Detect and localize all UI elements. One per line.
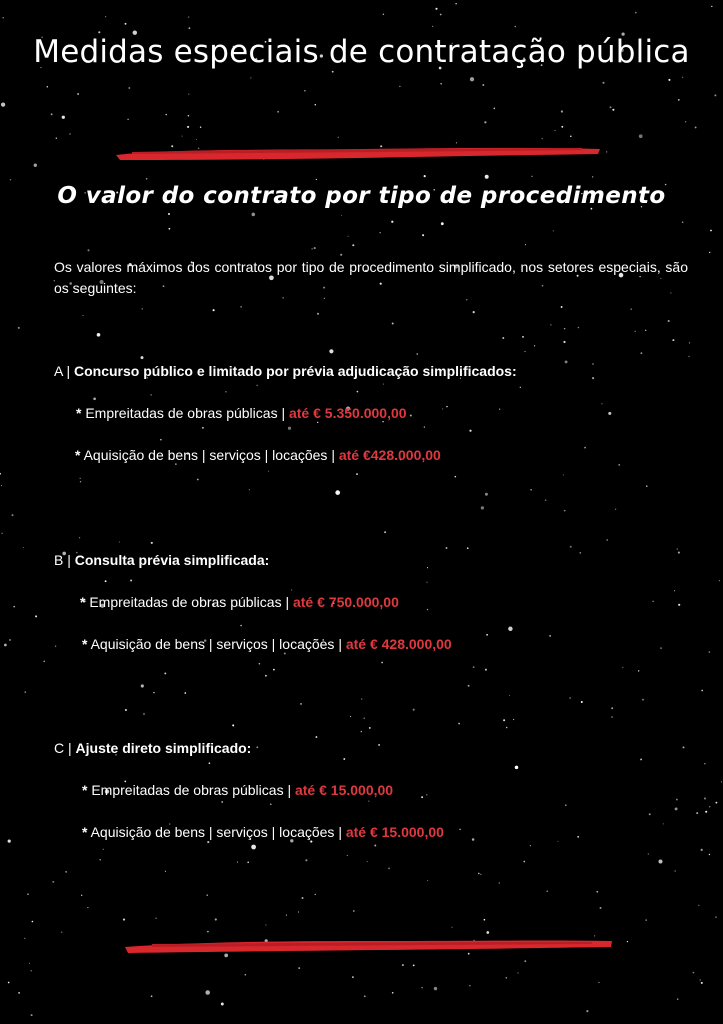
section-b-title: Consulta prévia simplificada: bbox=[74, 552, 270, 568]
item-amount: até € 750.000,00 bbox=[292, 594, 399, 610]
item-amount: até € 15.000,00 bbox=[294, 782, 394, 798]
item-label: Empreitadas de obras públicas | bbox=[85, 405, 286, 421]
item-amount: até € 5.350.000,00 bbox=[288, 405, 407, 421]
bullet-star: * bbox=[82, 824, 88, 840]
bullet-star: * bbox=[80, 594, 86, 610]
section-a-heading bbox=[54, 362, 517, 380]
item-label: Empreitadas de obras públicas | bbox=[89, 594, 290, 610]
list-item bbox=[75, 446, 441, 464]
list-item bbox=[76, 404, 407, 422]
item-label: Empreitadas de obras públicas | bbox=[91, 782, 292, 798]
item-label: Aquisição de bens | serviços | locações | bbox=[83, 447, 335, 463]
red-brush-stroke-bottom bbox=[122, 933, 615, 957]
section-subtitle: O valor do contrato por tipo de procedimento bbox=[57, 183, 666, 209]
section-b-heading bbox=[54, 551, 269, 569]
page-title: Medidas especiais de contratação pública bbox=[33, 34, 690, 70]
item-amount: até €428.000,00 bbox=[338, 447, 441, 463]
section-a-letter: A | bbox=[54, 363, 71, 379]
bullet-star: * bbox=[82, 636, 88, 652]
red-brush-stroke-top bbox=[112, 143, 604, 165]
section-c-heading bbox=[54, 739, 251, 757]
section-b-letter: B | bbox=[54, 552, 71, 568]
list-item bbox=[82, 823, 444, 841]
bullet-star: * bbox=[76, 405, 82, 421]
item-amount: até € 15.000,00 bbox=[345, 824, 444, 840]
item-label: Aquisição de bens | serviços | locações | bbox=[90, 824, 342, 840]
bullet-star: * bbox=[82, 782, 88, 798]
section-c-title: Ajuste direto simplificado: bbox=[75, 740, 252, 756]
section-c-letter: C | bbox=[54, 740, 72, 756]
list-item bbox=[80, 593, 399, 611]
list-item bbox=[82, 635, 452, 653]
list-item bbox=[82, 781, 393, 799]
section-a-title: Concurso público e limitado por prévia adjudicação simplificados: bbox=[73, 363, 517, 379]
item-amount: até € 428.000,00 bbox=[345, 636, 452, 652]
bullet-star: * bbox=[75, 447, 81, 463]
intro-paragraph: Os valores máximos dos contratos por tipo de procedimento simplificado, nos setores especiais, são os seguintes: bbox=[54, 259, 688, 296]
item-label: Aquisição de bens | serviços | locações | bbox=[90, 636, 342, 652]
